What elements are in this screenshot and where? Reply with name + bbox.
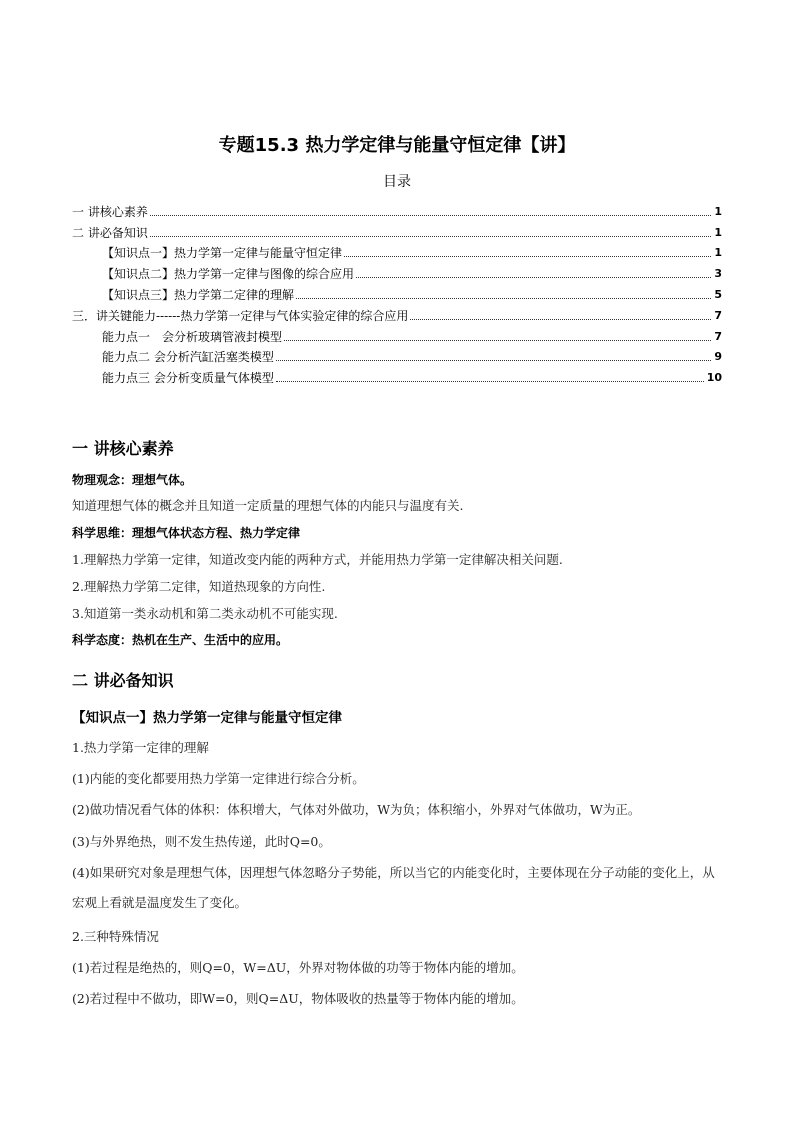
toc-heading: 目录 (383, 174, 411, 190)
toc-entry-text: 一 讲核心素养 (72, 204, 148, 219)
paragraph: (1)内能的变化都要用热力学第一定律进行综合分析。 (72, 771, 365, 786)
toc-entry-text: 【知识点三】热力学第二定律的理解 (102, 287, 295, 302)
paragraph: (2)做功情况看气体的体积：体积增大，气体对外做功，W为负；体积缩小，外界对气体做功，W为正。 (72, 802, 641, 817)
paragraph: 2.三种特殊情况 (72, 929, 159, 944)
document-title: 专题15.3 热力学定律与能量守恒定律【讲】 (218, 135, 576, 156)
toc-entry[interactable] (72, 261, 722, 282)
toc-entry-page: 1 (714, 204, 722, 218)
paragraph: 科学思维：理想气体状态方程、热力学定律 (72, 526, 301, 540)
paragraph: (3)与外界绝热，则不发生热传递，此时Q=0。 (72, 834, 331, 849)
toc-entry-page: 1 (714, 225, 722, 239)
toc-entry-page: 10 (706, 371, 722, 385)
toc-entry-page: 9 (714, 350, 722, 364)
toc-entry-page: 7 (714, 329, 722, 343)
toc-entry[interactable] (72, 241, 722, 262)
toc-leader-dots (356, 277, 711, 278)
paragraph: (2)若过程中不做功，即W=0，则Q=ΔU，物体吸收的热量等于物体内能的增加。 (72, 991, 524, 1006)
toc-leader-dots (284, 340, 711, 341)
paragraph: 1.热力学第一定律的理解 (72, 740, 209, 755)
toc-entry[interactable] (72, 324, 722, 345)
toc-entry-page: 7 (714, 308, 722, 322)
toc-entry[interactable] (72, 303, 722, 324)
paragraph: 3.知道第一类永动机和第二类永动机不可能实现. (72, 606, 338, 621)
toc-entry[interactable] (72, 282, 722, 303)
paragraph: 科学态度：热机在生产、生活中的应用。 (72, 633, 289, 647)
toc-leader-dots (150, 236, 711, 237)
toc-entry[interactable] (72, 345, 722, 366)
paragraph: 1.理解热力学第一定律，知道改变内能的两种方式，并能用热力学第一定律解决相关问题. (72, 552, 563, 567)
toc-entry-text: 【知识点一】热力学第一定律与能量守恒定律 (102, 246, 343, 261)
paragraph: 知道理想气体的概念并且知道一定质量的理想气体的内能只与温度有关. (72, 498, 464, 513)
paragraph: 物理观念：理想气体。 (72, 473, 193, 487)
toc-entry-text: 能力点一 会分析玻璃管液封模型 (102, 329, 283, 344)
toc-leader-dots (276, 360, 711, 361)
toc-entry-text: 二 讲必备知识 (72, 225, 148, 240)
toc-leader-dots (296, 298, 711, 299)
toc-leader-dots (150, 215, 711, 216)
paragraph: (1)若过程是绝热的，则Q=0，W=ΔU，外界对物体做的功等于物体内能的增加。 (72, 960, 524, 975)
table-of-contents (72, 199, 722, 386)
section-heading: 二 讲必备知识 (72, 671, 174, 690)
toc-leader-dots (344, 256, 711, 257)
toc-entry-text: 【知识点二】热力学第一定律与图像的综合应用 (102, 267, 355, 282)
toc-entry[interactable] (72, 199, 722, 220)
toc-entry-page: 1 (714, 246, 722, 260)
toc-leader-dots (276, 381, 704, 382)
paragraph: (4)如果研究对象是理想气体，因理想气体忽略分子势能，所以当它的内能变化时，主要体现在分子动能的变化上，从宏观上看就是温度发生了变化。 (72, 865, 715, 910)
toc-leader-dots (410, 319, 711, 320)
toc-entry-text: 能力点三 会分析变质量气体模型 (102, 371, 274, 386)
toc-entry-text: 三．讲关键能力------热力学第一定律与气体实验定律的综合应用 (72, 308, 409, 323)
toc-entry-page: 3 (714, 267, 722, 281)
toc-entry-page: 5 (714, 287, 722, 301)
toc-entry[interactable] (72, 220, 722, 241)
toc-entry-text: 能力点二 会分析汽缸活塞类模型 (102, 350, 274, 365)
paragraph: 2.理解热力学第二定律，知道热现象的方向性. (72, 579, 326, 594)
toc-entry[interactable] (72, 365, 722, 386)
subsection-heading: 【知识点一】热力学第一定律与能量守恒定律 (72, 710, 342, 726)
section-heading: 一 讲核心素养 (72, 439, 174, 458)
